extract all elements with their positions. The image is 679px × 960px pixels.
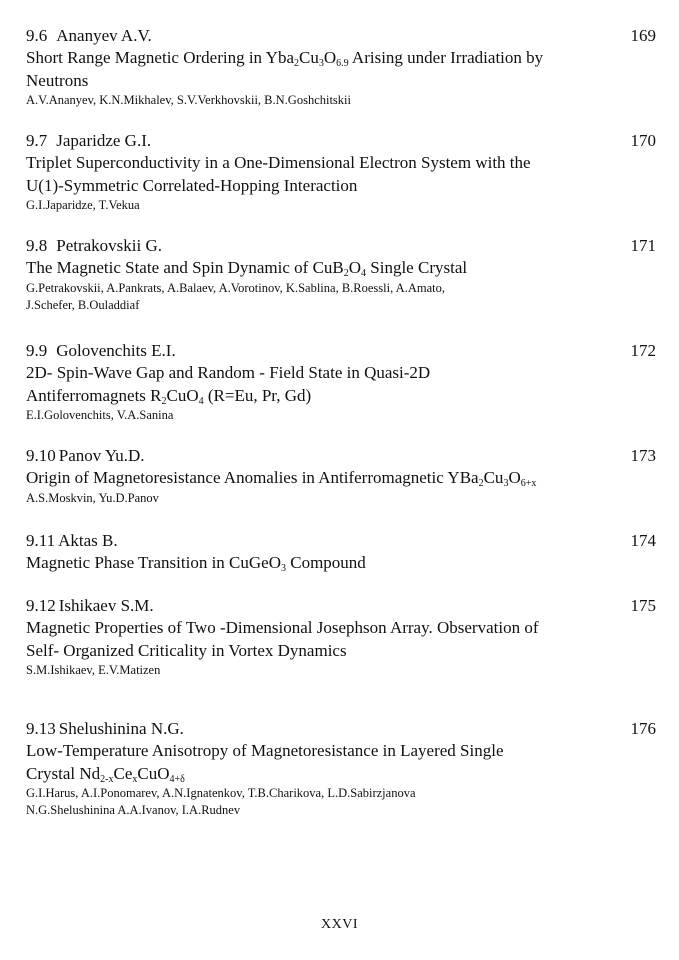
entry-heading [26,445,656,467]
entry-page-number: 170 [630,131,656,150]
title-text: Self- Organized Criticality in Vortex Dynamics [26,640,347,660]
title-text: U(1)-Symmetric Correlated-Hopping Interaction [26,175,358,195]
entry-title-line [26,740,656,763]
entry-number: 9.6 [26,26,48,45]
title-text: (R=Eu, Pr, Gd) [203,385,312,405]
subscript: 4+δ [169,773,185,785]
toc-entry [26,718,656,819]
entry-heading [26,235,656,257]
entry-number: 9.10 [26,446,56,465]
subscript: 4 [361,268,367,279]
entry-authors: G.Petrakovskii, A.Pankrats, A.Balaev, A.Vorotinov, K.Sablina, B.Roessli, A.Amato, [26,280,445,295]
title-text: O [508,468,521,487]
entry-heading [26,595,656,617]
entry-number: 9.9 [26,341,48,360]
title-text: Short Range Magnetic Ordering in Yba [26,48,294,67]
entry-speaker: Japaridze G.I. [56,131,152,150]
title-text: Triplet Superconductivity in a One-Dimensional Electron System with the [26,153,531,172]
entry-title-line [26,257,656,280]
subscript: 2 [161,395,167,407]
entry-title-line [26,175,656,198]
entry-authors: G.I.Japaridze, T.Vekua [26,198,140,212]
title-text: 2D- Spin-Wave Gap and Random - Field State in Quasi-2D [26,363,431,382]
title-text: O [348,258,362,277]
entry-authors: A.V.Ananyev, K.N.Mikhalev, S.V.Verkhovskii, B.N.Goshchitskii [26,93,351,107]
entry-page-number: 175 [630,596,656,615]
subscript: 2 [294,58,299,69]
title-text: Magnetic Properties of Two -Dimensional Josephson Array. Observation of [26,618,539,637]
entry-number: 9.12 [26,596,56,615]
entry-number: 9.8 [26,236,48,255]
toc-entry [26,530,656,575]
entry-authors: G.I.Harus, A.I.Ponomarev, A.N.Ignatenkov, T.B.Charikova, L.D.Sabirzjanova [26,786,416,800]
title-text: Compound [286,553,366,572]
toc-entry [26,25,656,109]
toc-entry [26,235,656,314]
title-text: Cu [483,468,504,487]
entry-number: 9.13 [26,719,56,738]
subscript: 3 [503,478,509,489]
entry-title-line [26,385,656,408]
entry-page-number: 173 [630,446,656,465]
subscript: 2 [343,268,349,279]
entry-authors: J.Schefer, B.Ouladdiaf [26,297,140,312]
entry-title-line [26,640,656,663]
title-text: Neutrons [26,70,89,90]
page-footer-number: XXVI [321,917,358,932]
title-text: Low-Temperature Anisotropy of Magnetoresistance in Layered Single [26,741,504,760]
entry-heading [26,530,656,552]
entry-authors: E.I.Golovenchits, V.A.Sanina [26,408,174,422]
subscript: 6+x [520,478,537,489]
toc-entry [26,130,656,214]
subscript: 3 [281,563,286,574]
title-text: Ce [113,763,133,783]
entry-authors: A.S.Moskvin, Yu.D.Panov [26,490,159,505]
subscript: x [132,773,138,785]
entry-page-number: 176 [630,719,656,738]
entry-speaker: Ishikaev S.M. [58,596,154,615]
title-text: Antiferromagnets R [26,385,162,405]
entry-title-line [26,362,656,385]
entry-speaker: Shelushinina N.G. [58,719,184,738]
entry-speaker: Panov Yu.D. [58,446,145,465]
subscript: 6.9 [336,58,349,69]
entry-page-number: 174 [630,531,656,550]
subscript: 3 [318,58,324,69]
entry-number: 9.11 [26,531,56,550]
entry-title-line [26,617,656,640]
title-text: O [323,48,337,67]
subscript: 2 [478,478,484,489]
entry-heading [26,25,656,47]
toc-entry [26,595,656,679]
toc-entry [26,340,656,424]
entry-page-number: 171 [630,236,656,255]
entry-authors: S.M.Ishikaev, E.V.Matizen [26,663,161,677]
entry-speaker: Ananyev A.V. [56,26,152,45]
entry-number: 9.7 [26,131,48,150]
subscript: 2-x [100,773,114,785]
title-text: Crystal Nd [26,763,101,783]
entry-authors: N.G.Shelushinina A.A.Ivanov, I.A.Rudnev [26,803,241,817]
entry-heading [26,718,656,740]
entry-page-number: 169 [630,26,656,45]
title-text: CuO [137,763,170,783]
title-text: Arising under Irradiation by [348,48,544,67]
entry-title-line [26,467,656,490]
title-text: Cu [299,48,319,67]
entry-speaker: Aktas B. [58,531,118,550]
title-text: CuO [166,385,199,405]
entry-title-line [26,70,656,93]
entry-title-line [26,552,656,575]
title-text: The Magnetic State and Spin Dynamic of CuB [26,258,344,277]
entry-heading [26,130,656,152]
entry-title-line [26,152,656,175]
entry-title-line [26,47,656,70]
title-text: Magnetic Phase Transition in CuGeO [26,553,281,572]
title-text: Single Crystal [366,258,468,277]
toc-entry [26,445,656,507]
entry-title-line [26,763,656,786]
entry-page-number: 172 [630,341,656,360]
title-text: Origin of Magnetoresistance Anomalies in Antiferromagnetic YBa [26,468,479,487]
subscript: 4 [198,395,204,407]
entry-heading [26,340,656,362]
entry-speaker: Petrakovskii G. [56,236,163,255]
entry-speaker: Golovenchits E.I. [56,341,176,360]
